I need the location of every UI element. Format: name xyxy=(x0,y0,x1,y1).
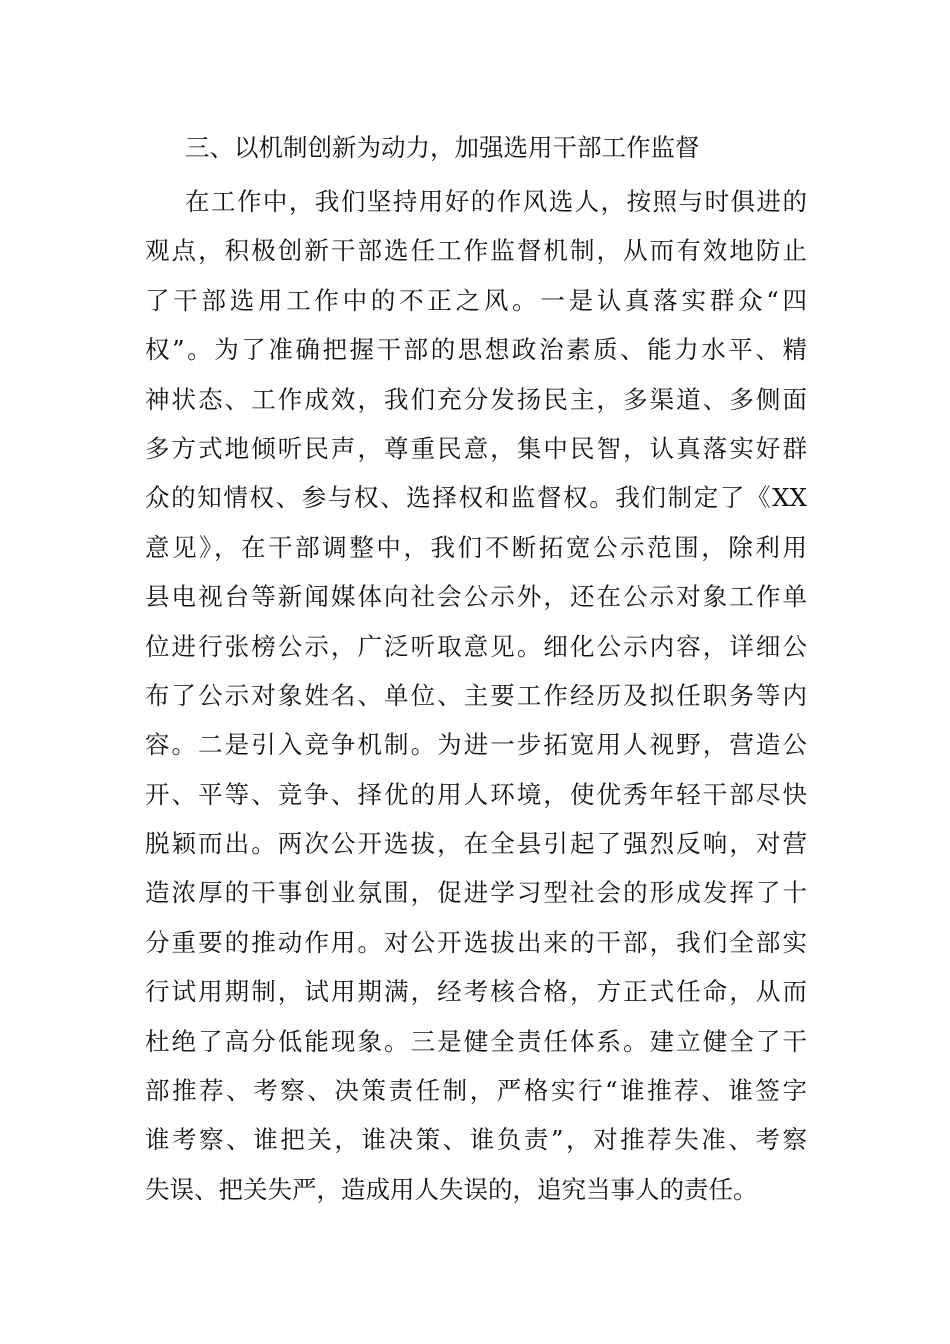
paragraph-line: 位进行张榜公示，广泛听取意见。细化公示内容，详细公 xyxy=(145,631,807,661)
paragraph-line: 开、平等、竞争、择优的用人环境，使优秀年轻干部尽快 xyxy=(145,779,807,809)
paragraph-line: 谁考察、谁把关，谁决策、谁负责”，对推荐失准、考察 xyxy=(145,1125,807,1155)
paragraph-line: 了干部选用工作中的不正之风。一是认真落实群众“四 xyxy=(145,285,807,315)
paragraph-line: 容。二是引入竞争机制。为进一步拓宽用人视野，营造公 xyxy=(145,730,807,760)
paragraph-line: 行试用期制，试用期满，经考核合格，方正式任命，从而 xyxy=(145,977,807,1007)
body-paragraph xyxy=(145,177,807,1214)
paragraph-line: 造浓厚的干事创业氛围，促进学习型社会的形成发挥了十 xyxy=(145,878,807,908)
paragraph-line: 分重要的推动作用。对公开选拔出来的干部，我们全部实 xyxy=(145,927,807,957)
section-heading: 三、以机制创新为动力，加强选用干部工作监督 xyxy=(185,133,700,162)
paragraph-line: 县电视台等新闻媒体向社会公示外，还在公示对象工作单 xyxy=(145,582,807,612)
paragraph-line: 布了公示对象姓名、单位、主要工作经历及拟任职务等内 xyxy=(145,680,807,710)
paragraph-line: 杜绝了高分低能现象。三是健全责任体系。建立健全了干 xyxy=(145,1026,807,1056)
paragraph-line: 观点，积极创新干部选任工作监督机制，从而有效地防止 xyxy=(145,236,807,266)
paragraph-line: 失误、把关失严，造成用人失误的，追究当事人的责任。 xyxy=(145,1174,758,1204)
paragraph-line: 脱颖而出。两次公开选拔，在全县引起了强烈反响，对营 xyxy=(145,829,807,859)
paragraph-line: 意见》，在干部调整中，我们不断拓宽公示范围，除利用 xyxy=(145,532,807,562)
paragraph-line: 多方式地倾听民声，尊重民意，集中民智，认真落实好群 xyxy=(145,433,807,463)
paragraph-line: 众的知情权、参与权、选择权和监督权。我们制定了《XX xyxy=(145,483,807,513)
paragraph-line: 权”。为了准确把握干部的思想政治素质、能力水平、精 xyxy=(145,335,807,365)
paragraph-line: 神状态、工作成效，我们充分发扬民主，多渠道、多侧面 xyxy=(145,384,807,414)
paragraph-line: 部推荐、考察、决策责任制，严格实行“谁推荐、谁签字 xyxy=(145,1076,807,1106)
paragraph-line: 在工作中，我们坚持用好的作风选人，按照与时俱进的 xyxy=(185,187,807,216)
